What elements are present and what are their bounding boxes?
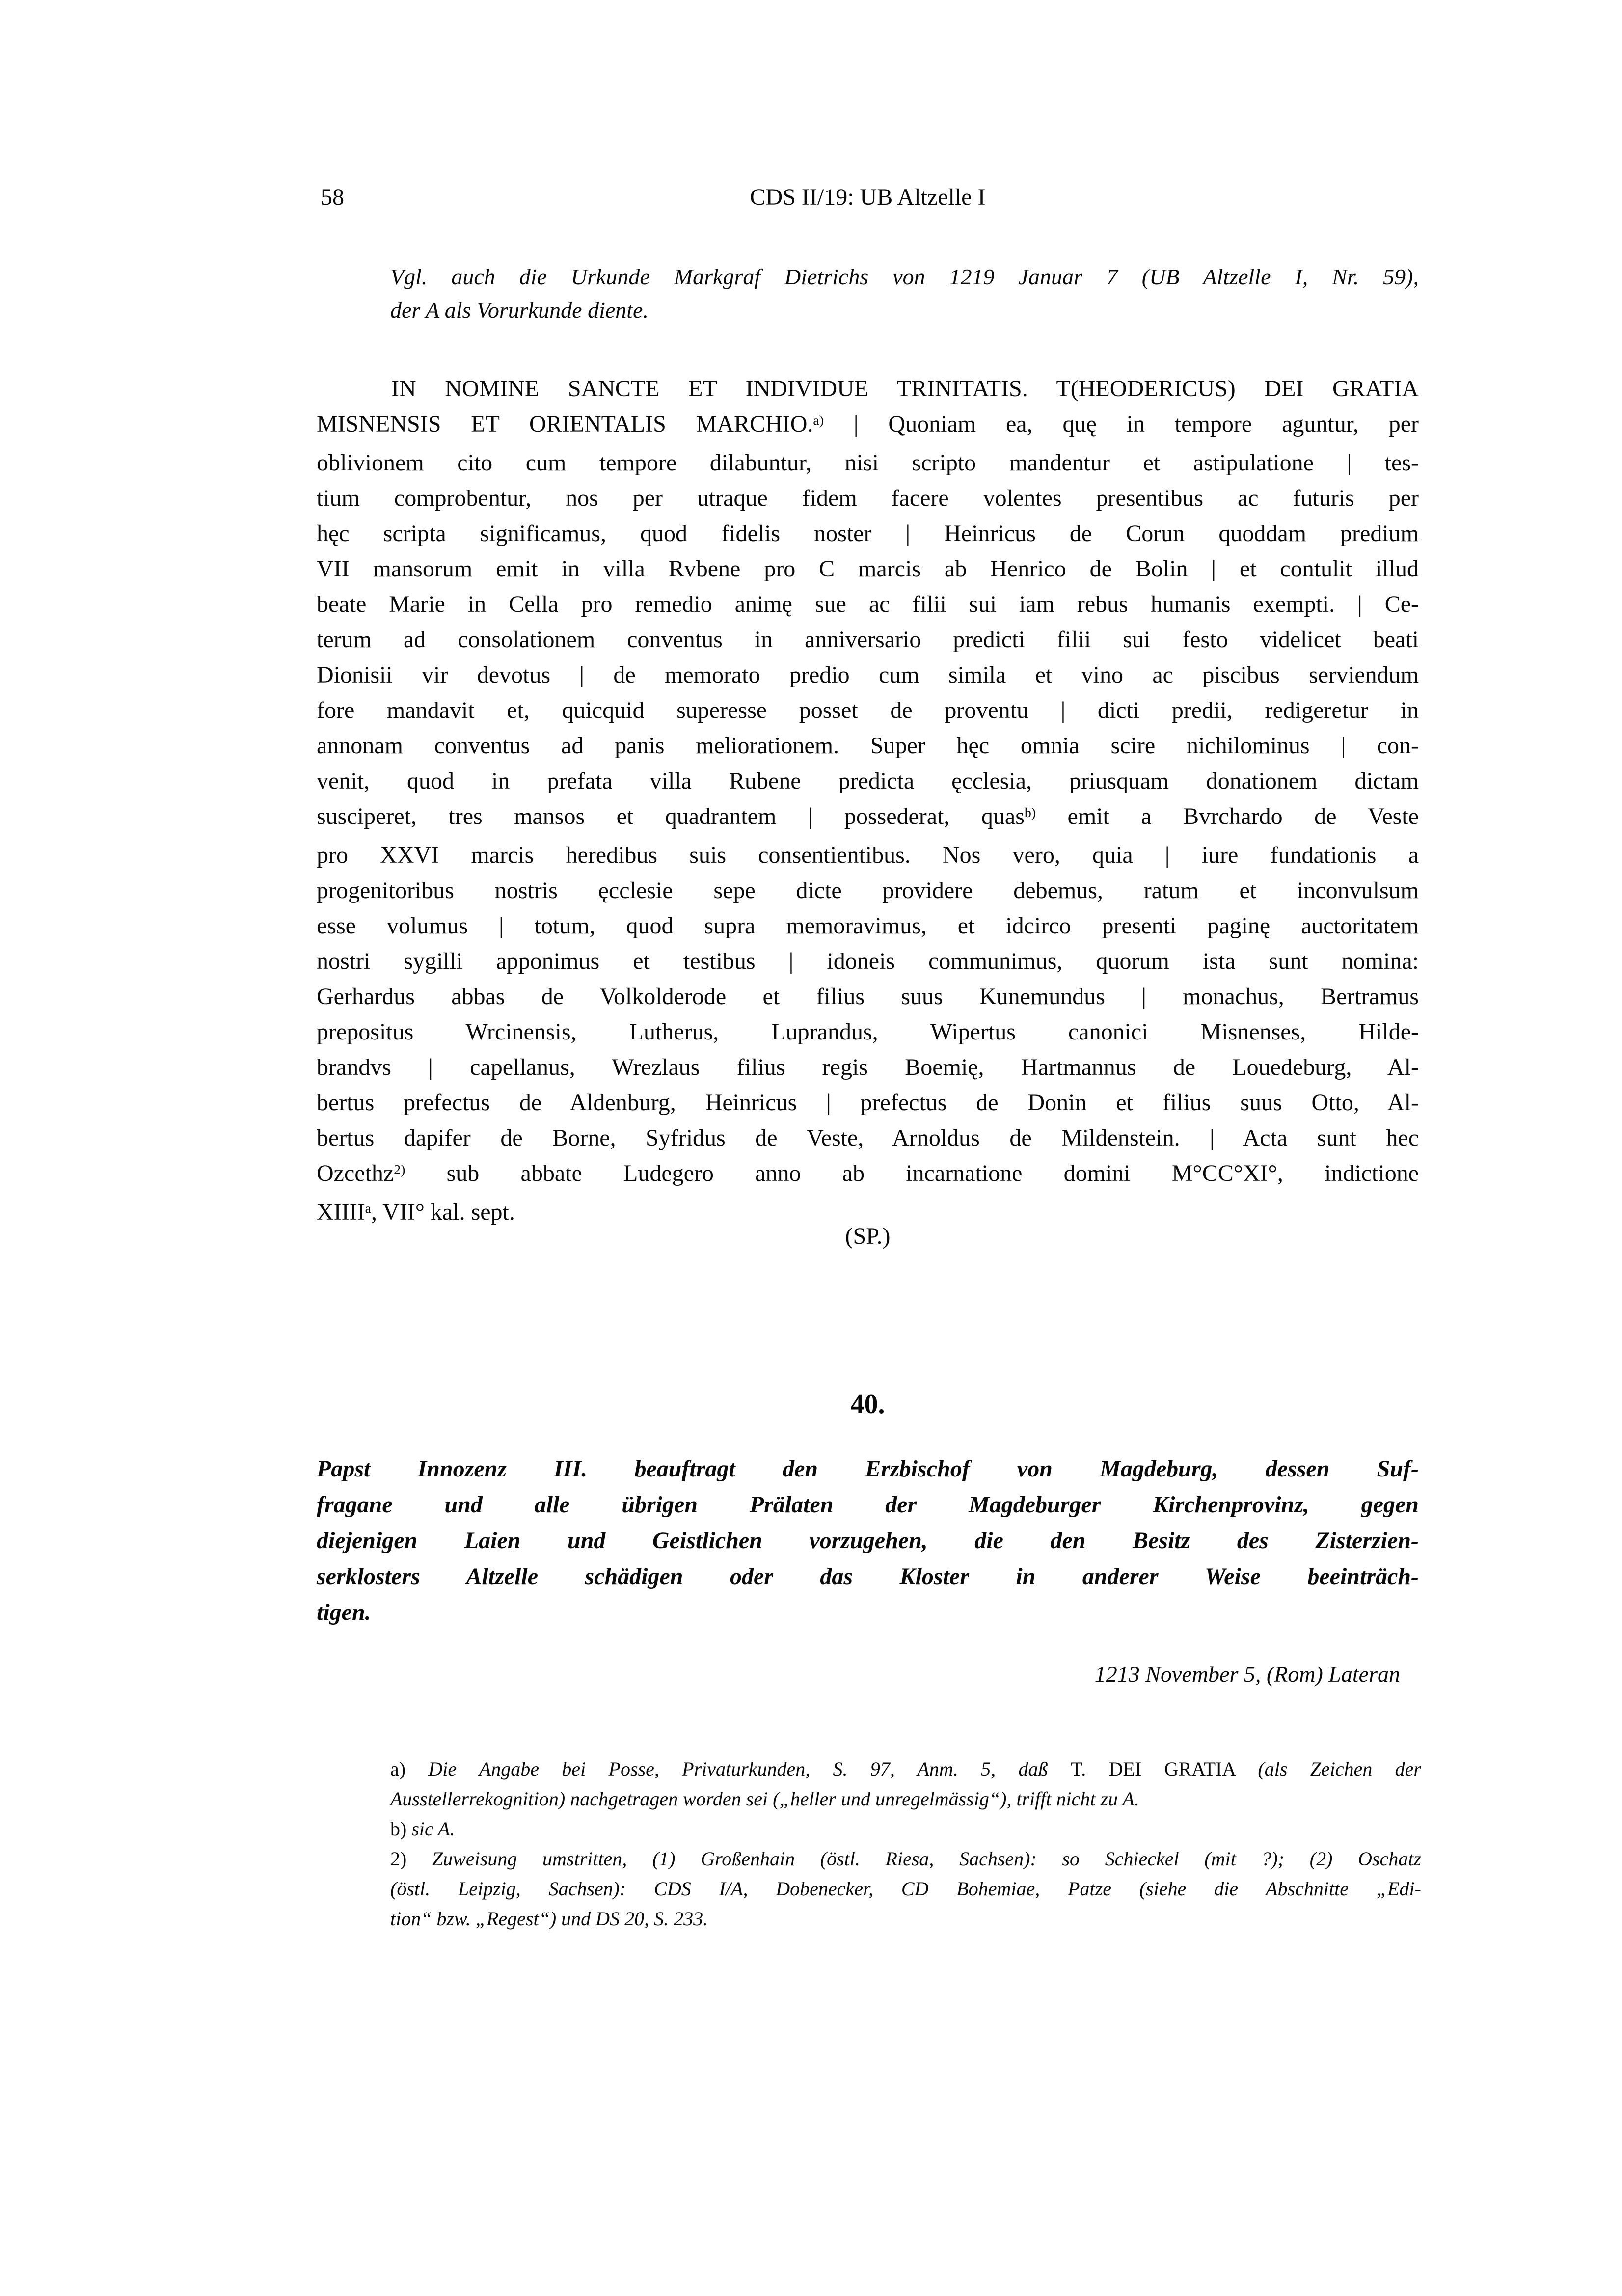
text-line: Dionisii vir devotus | de memorato predio cum simila et vino ac piscibus serviendum [317,662,1419,688]
text-line: Ozcethz$^{2)}$ sub abbate Ludegero anno ab incarnatione domini M°CC°XI°, indictione [317,1160,1419,1186]
date-place-line: 1213 November 5, (Rom) Lateran [1094,1662,1400,1687]
text-line: MISNENSIS ET ORIENTALIS MARCHIO.$^{a)}$ | Quoniam ea, quę in tempore aguntur, per [317,411,1419,437]
text-line: Papst Innozenz III. beauftragt den Erzbischof von Magdeburg, dessen Suf- [317,1456,1419,1482]
text-line: diejenigen Laien und Geistlichen vorzugehen, die den Besitz des Zisterzien- [317,1528,1419,1554]
text-line: bertus dapifer de Borne, Syfridus de Veste, Arnoldus de Mildenstein. | Acta sunt hec [317,1125,1419,1151]
text-line: (östl. Leipzig, Sachsen): CDS I/A, Dobenecker, CD Bohemiae, Patze (siehe die Abschnitte „Edi- [390,1878,1421,1900]
text-line: tion“ bzw. „Regest“) und DS 20, S. 233. [390,1908,708,1930]
inline-text: 2) [390,1848,432,1870]
text-line: fore mandavit et, quicquid superesse posset de proventu | dicti predii, redigeretur in [317,697,1419,723]
footnote-marker: b) [1024,805,1036,821]
charter-text [317,371,1419,1233]
text-line: pro XXVI marcis heredibus suis consentientibus. Nos vero, quia | iure fundationis a [317,842,1419,868]
text-line: prepositus Wrcinensis, Lutherus, Luprandus, Wipertus canonici Misnenses, Hilde- [317,1019,1419,1045]
footnotes [390,1754,1421,1934]
charter-number: 40. [850,1389,885,1420]
page-number: 58 [321,184,344,210]
inline-text: T. DEI GRATIA [1070,1758,1258,1780]
footnote-marker: 2) [394,1162,406,1178]
text-line: bertus prefectus de Aldenburg, Heinricus | prefectus de Donin et filius suus Otto, Al- [317,1090,1419,1116]
text-line: fragane und alle übrigen Prälaten der Magdeburger Kirchenprovinz, gegen [317,1492,1419,1518]
text-line: progenitoribus nostris ęcclesie sepe dicte providere debemus, ratum et inconvulsum [317,877,1419,903]
text-line: serklosters Altzelle schädigen oder das Kloster in anderer Weise beeinträch- [317,1563,1419,1589]
text-line: VII mansorum emit in villa Rvbene pro C marcis ab Henrico de Bolin | et contulit illud [317,556,1419,582]
text-line: Gerhardus abbas de Volkolderode et filius suus Kunemundus | monachus, Bertramus [317,984,1419,1010]
text-line: annonam conventus ad panis meliorationem. Super hęc omnia scire nichilominus | con- [317,733,1419,759]
text-line: XIIII$^a$, VII° kal. sept. [317,1199,515,1225]
inline-text: a) [390,1758,429,1780]
footnote-marker: a [365,1201,371,1217]
inline-text: b) [390,1818,412,1840]
text-line: terum ad consolationem conventus in anniversario predicti filii sui festo videlicet beati [317,627,1419,653]
text-line: venit, quod in prefata villa Rubene predicta ęcclesia, priusquam donationem dictam [317,768,1419,794]
text-line: beate Marie in Cella pro remedio animę sue ac filii sui iam rebus humanis exempti. | Ce- [317,591,1419,617]
text-line: a) Die Angabe bei Posse, Privaturkunden, S. 97, Anm. 5, daß T. DEI GRATIA (als Zeichen der [390,1758,1421,1780]
charter-summary [317,1451,1419,1630]
text-line: tium comprobentur, nos per utraque fidem facere volentes presentibus ac futuris per [317,485,1419,511]
text-line: tigen. [317,1599,371,1625]
text-line: b) sic A. [390,1818,455,1840]
text-line: oblivionem cito cum tempore dilabuntur, nisi scripto mandentur et astipulatione | tes- [317,450,1419,476]
text-line: susciperet, tres mansos et quadrantem | possederat, quas$^{b)}$ emit a Bvrchardo de Veste [317,803,1419,829]
running-head [317,183,1419,217]
text-line: Vgl. auch die Urkunde Markgraf Dietrichs von 1219 Januar 7 (UB Altzelle I, Nr. 59), [390,264,1419,289]
running-title: CDS II/19: UB Altzelle I [750,184,986,210]
text-line: Ausstellerrekognition) nachgetragen worden sei („heller und unregelmässig“), trifft nicht zu A. [390,1788,1139,1810]
text-line: nostri sygilli apponimus et testibus | idoneis communimus, quorum ista sunt nomina: [317,948,1419,974]
text-line: 2) Zuweisung umstritten, (1) Großenhain (östl. Riesa, Sachsen): so Schieckel (mit ?); (2) Oschatz [390,1848,1421,1870]
editorial-note [390,260,1419,327]
text-line: IN NOMINE SANCTE ET INDIVIDUE TRINITATIS. T(HEODERICUS) DEI GRATIA [391,376,1419,402]
footnote-marker: a) [813,413,824,429]
text-line: der A als Vorurkunde diente. [390,298,649,323]
text-line: brandvs | capellanus, Wrezlaus filius regis Boemię, Hartmannus de Louedeburg, Al- [317,1054,1419,1080]
text-line: esse volumus | totum, quod supra memoravimus, et idcirco presenti paginę auctoritatem [317,913,1419,939]
text-line: hęc scripta significamus, quod fidelis noster | Heinricus de Corun quoddam predium [317,520,1419,547]
seal-mark: (SP.) [845,1223,891,1249]
